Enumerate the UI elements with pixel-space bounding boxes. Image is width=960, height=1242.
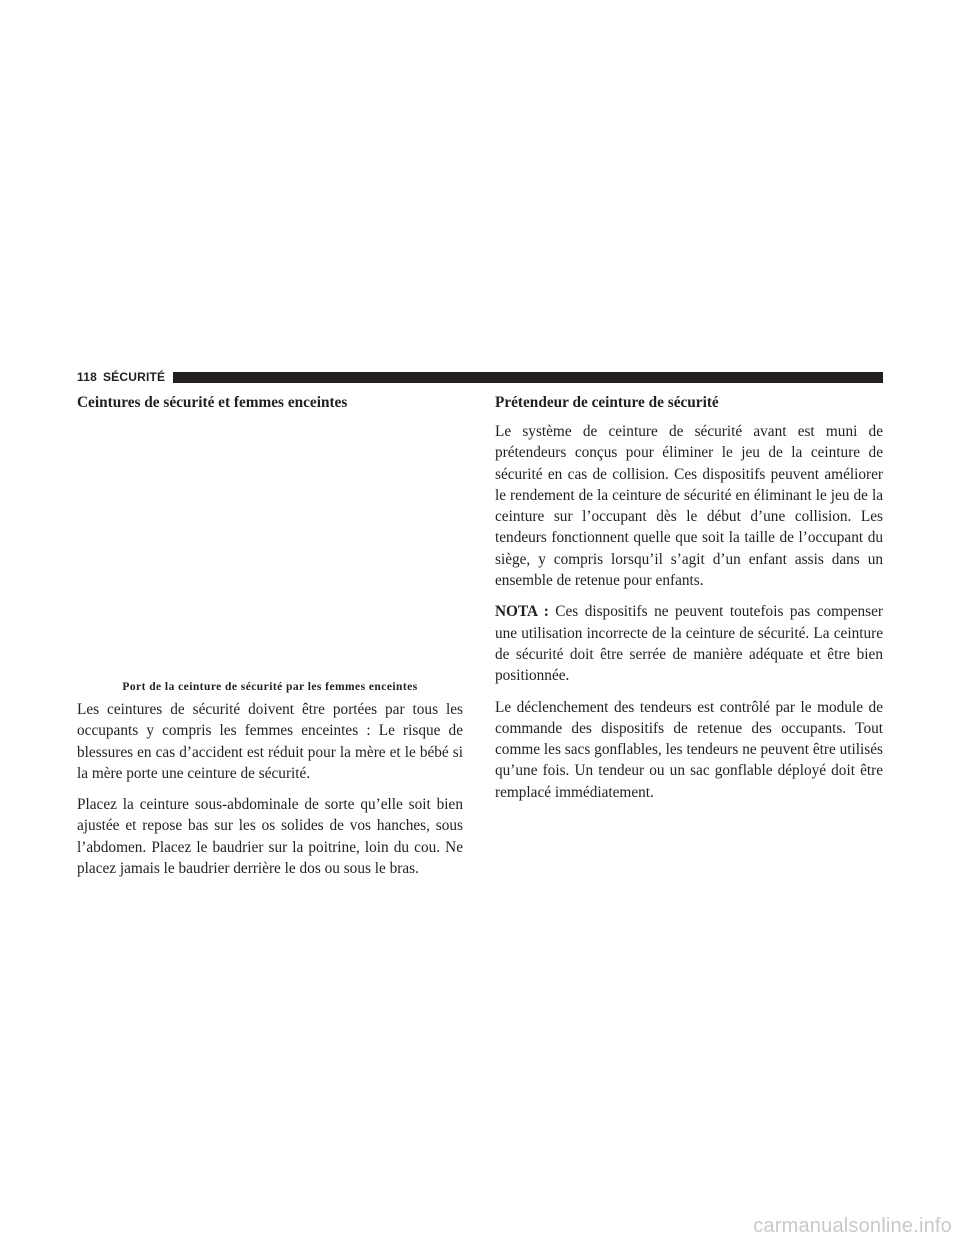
nota-paragraph — [495, 601, 883, 686]
page-number: 118 — [77, 370, 97, 384]
header-rule — [173, 372, 883, 383]
figure-caption: Port de la ceinture de sécurité par les femmes enceintes — [122, 681, 418, 693]
right-column — [495, 392, 883, 813]
left-column — [77, 392, 463, 889]
paragraph: Placez la ceinture sous-abdominale de sorte qu’elle soit bien ajustée et repose bas sur les os solides de vos hanches, sous l’abdomen. Placez le baudrier sur la poitrine, loin du cou. Ne placez jamais le baudrier derrière le dos ou sous le bras. — [77, 796, 463, 878]
paragraph: Les ceintures de sécurité doivent être portées par tous les occupants y compris les femmes enceintes : Le risque de blessures en cas d’accident est réduit pour la mère et le bébé si la mère porte une ceinture de sécurité. — [77, 701, 463, 782]
paragraph: Le déclenchement des tendeurs est contrôlé par le module de commande des dispositifs de retenue des occupants. Tout comme les sacs gonflables, les tendeurs ne peuvent être utilisés qu’une fois. Un tendeur ou un sac gonflable déployé doit être remplacé immédiatement. — [495, 698, 883, 801]
paragraph: Le système de ceinture de sécurité avant est muni de prétendeurs conçus pour éliminer le jeu de la ceinture de sécurité en cas de collision. Ces dispositifs peuvent améliorer le rendement de la ceinture de sécurité en éliminant le jeu de la ceinture sur l’occupant dès le début d’une collision. Les tendeurs fonctionnent quelle que soit la taille de l’occupant du siège, y compris lorsqu’il s’agit d’un enfant assis dans un ensemble de retenue pour enfants. — [495, 423, 883, 590]
section-heading-pregnant-women: Ceintures de sécurité et femmes enceintes — [77, 394, 348, 411]
page-header — [77, 369, 883, 385]
figure-image-area — [77, 421, 463, 679]
section-heading-pretensioner: Prétendeur de ceinture de sécurité — [495, 394, 719, 411]
nota-label: NOTA : — [495, 603, 549, 621]
watermark: carmanualsonline.info — [753, 1215, 952, 1237]
nota-text: Ces dispositifs ne peuvent toutefois pas compenser une utilisation incorrecte de la ceinture de sécurité. La ceinture de sécurité doit être serrée de manière adéquate et être bien positionnée. — [495, 603, 884, 685]
section-title: SÉCURITÉ — [102, 370, 166, 384]
